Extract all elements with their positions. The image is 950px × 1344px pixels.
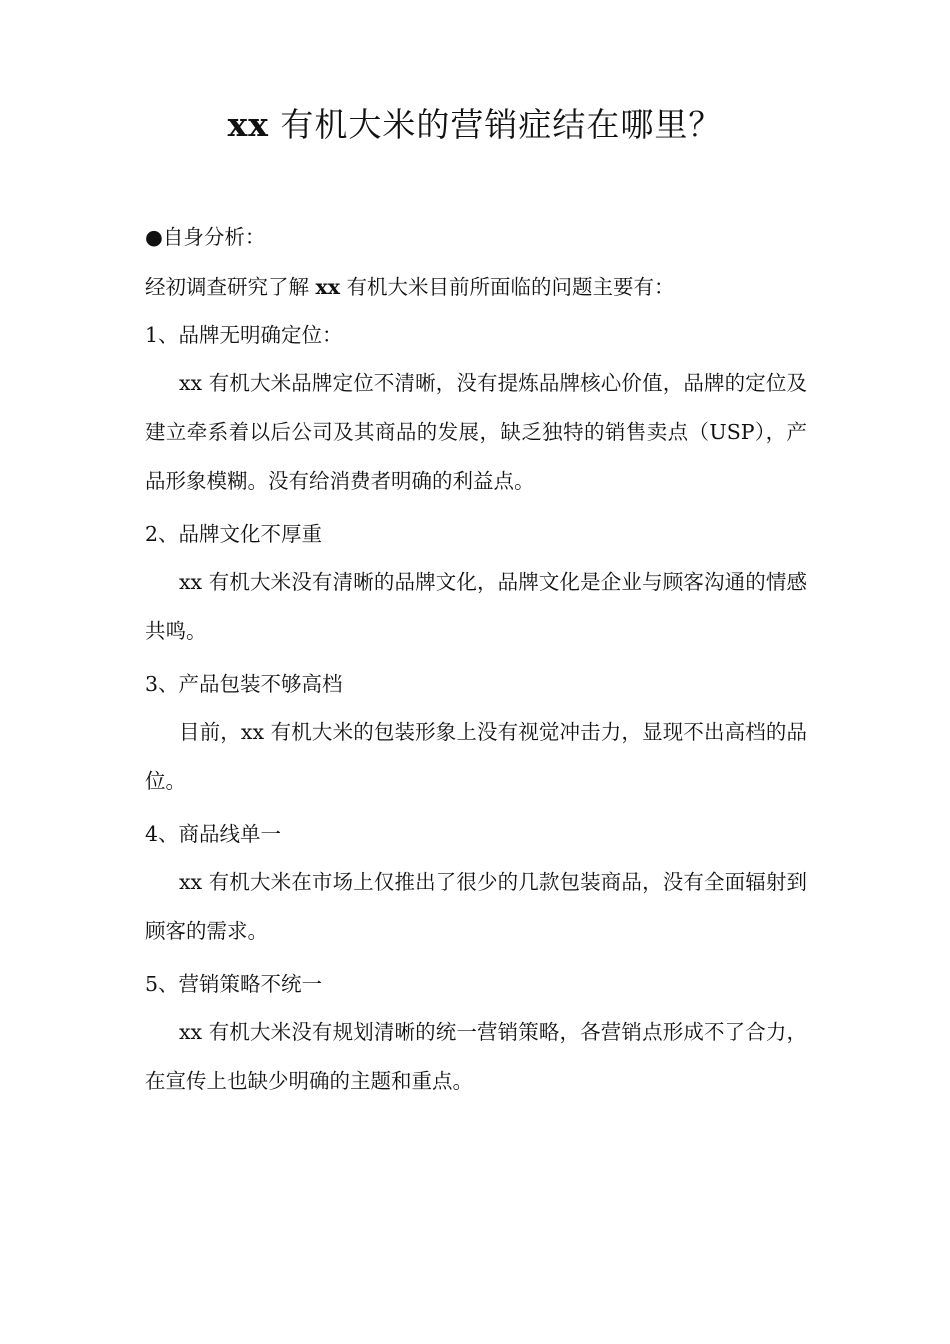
issue-body-1: xx 有机大米品牌定位不清晰，没有提炼品牌核心价值，品牌的定位及建立牵系着以后公司及其商品的发展，缺乏独特的销售卖点（USP），产品形象模糊。没有给消费者明确的利益点。 bbox=[145, 371, 807, 493]
issue-body-2: xx 有机大米没有清晰的品牌文化，品牌文化是企业与顾客沟通的情感共鸣。 bbox=[145, 570, 807, 643]
issue-body-5: xx 有机大米没有规划清晰的统一营销策略，各营销点形成不了合力，在宣传上也缺少明确的主题和重点。 bbox=[145, 1020, 807, 1093]
issue-heading-4: 4、商品线单一 bbox=[145, 822, 282, 846]
issue-heading-1: 1、品牌无明确定位： bbox=[145, 323, 343, 347]
issue-heading-2: 2、品牌文化不厚重 bbox=[145, 522, 323, 546]
intro-after: 有机大米目前所面临的问题主要有： bbox=[339, 275, 675, 299]
issue-body-3: 目前，xx 有机大米的包装形象上没有视觉冲击力，显现不出高档的品位。 bbox=[145, 720, 807, 793]
intro-brand: xx bbox=[315, 275, 340, 299]
issue-heading-3: 3、产品包装不够高档 bbox=[145, 672, 343, 696]
page-title bbox=[0, 100, 950, 150]
title-text: 有机大米的营销症结在哪里？ bbox=[268, 105, 723, 144]
issue-body-4: xx 有机大米在市场上仅推出了很少的几款包装商品，没有全面辐射到顾客的需求。 bbox=[145, 870, 807, 943]
intro-before: 经初调查研究了解 bbox=[145, 275, 316, 299]
title-brand: xx bbox=[227, 105, 269, 144]
intro-sentence bbox=[145, 272, 675, 302]
section-heading-self-analysis: ●自身分析： bbox=[145, 225, 266, 249]
issue-heading-5: 5、营销策略不统一 bbox=[145, 972, 323, 996]
